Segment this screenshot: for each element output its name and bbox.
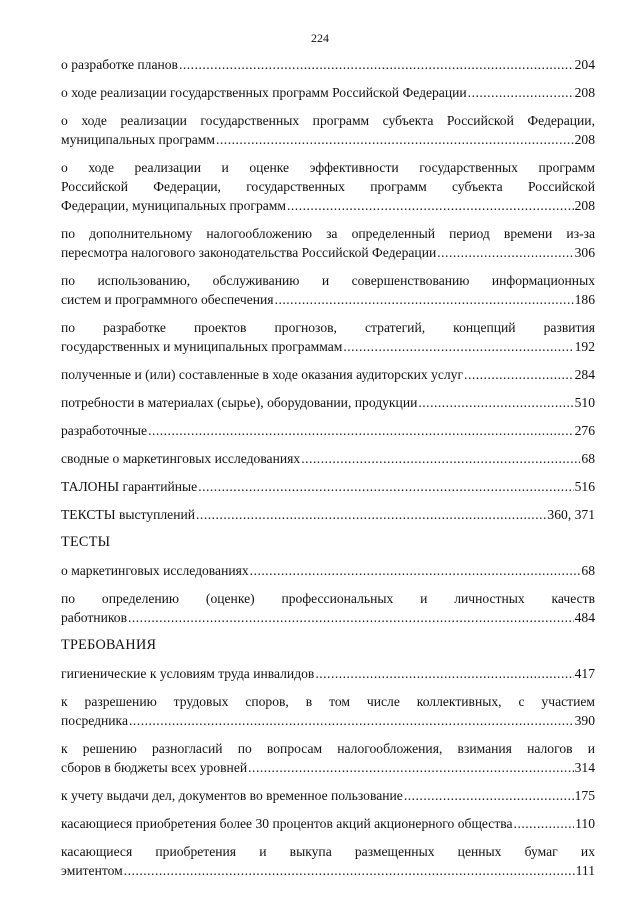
index-entry [61, 664, 595, 683]
entry-page-number: 516 [574, 479, 595, 494]
dot-leader [250, 561, 581, 580]
dot-leader [275, 290, 574, 309]
index-entry [61, 421, 595, 440]
entry-page-number: 186 [574, 292, 595, 307]
dot-leader [468, 83, 574, 102]
entry-text-line: Российской Федерации, государственных программ субъекта Российской [61, 179, 595, 194]
entry-last-line [61, 243, 595, 262]
index-entry [61, 55, 595, 74]
entry-last-line [61, 561, 595, 580]
entry-text: полученные и (или) составленные в ходе оказания аудиторских услуг [61, 367, 464, 382]
entry-last-line [61, 337, 595, 356]
entry-page-number: 306 [574, 245, 595, 260]
entry-last-line [61, 393, 595, 412]
entry-page-number: 110 [575, 816, 595, 831]
dot-leader [196, 505, 546, 524]
entry-last-line [61, 608, 595, 627]
entry-text-line: касающиеся приобретения и выкупа размещенных ценных бумаг их [61, 844, 595, 859]
entry-text: потребности в материалах (сырье), оборудовании, продукции [61, 395, 418, 410]
entry-last-line [61, 861, 595, 880]
entry-text-line: к разрешению трудовых споров, в том числе коллективных, с участием [61, 694, 595, 709]
entry-last-line [61, 55, 595, 74]
entry-text: муниципальных программ [61, 132, 215, 147]
index-entry [61, 814, 595, 833]
index-entry [61, 477, 595, 496]
index-entry [61, 158, 595, 215]
index-heading: ТЕСТЫ [61, 534, 111, 550]
index-entry [61, 561, 595, 580]
entry-page-number: 510 [574, 395, 595, 410]
index-entries [61, 55, 595, 889]
entry-page-number: 192 [574, 339, 595, 354]
index-entry [61, 271, 595, 309]
entry-last-line [61, 505, 595, 524]
entry-text: посредника [61, 713, 128, 728]
dot-leader [315, 664, 573, 683]
dot-leader [216, 130, 574, 149]
entry-last-line [61, 664, 595, 683]
index-entry [61, 393, 595, 412]
entry-page-number: 208 [574, 132, 595, 147]
entry-text: государственных и муниципальных программам [61, 339, 343, 354]
entry-text-line: к решению разногласий по вопросам налогообложения, взимания налогов и [61, 741, 595, 756]
entry-page-number: 68 [581, 563, 595, 578]
index-entry [61, 318, 595, 356]
entry-page-number: 484 [574, 610, 595, 625]
entry-text-line: по разработке проектов прогнозов, стратегий, концепций развития [61, 320, 595, 335]
index-entry [61, 842, 595, 880]
dot-leader [179, 55, 574, 74]
dot-leader [437, 243, 573, 262]
entry-last-line [61, 814, 595, 833]
entry-text: о маркетинговых исследованиях [61, 563, 249, 578]
entry-text-line: по дополнительному налогообложению за определенный период времени из-за [61, 226, 595, 241]
entry-page-number: 204 [574, 57, 595, 72]
entry-last-line [61, 130, 595, 149]
entry-text: сборов в бюджеты всех уровней [61, 760, 248, 775]
entry-text: к учету выдачи дел, документов во временное пользование [61, 788, 403, 803]
dot-leader [464, 365, 574, 384]
entry-last-line [61, 758, 595, 777]
entry-text: эмитентом [61, 863, 123, 878]
entry-last-line [61, 449, 595, 468]
index-entry [61, 589, 595, 627]
entry-text: Федерации, муниципальных программ [61, 198, 286, 213]
index-entry [61, 224, 595, 262]
entry-page-number: 68 [581, 451, 595, 466]
entry-last-line [61, 365, 595, 384]
dot-leader [301, 449, 580, 468]
entry-page-number: 417 [574, 666, 595, 681]
index-entry [61, 692, 595, 730]
dot-leader [129, 711, 574, 730]
dot-leader [287, 196, 574, 215]
entry-text: сводные о маркетинговых исследованиях [61, 451, 301, 466]
entry-last-line [61, 196, 595, 215]
entry-page-number: 314 [574, 760, 595, 775]
entry-text: разработочные [61, 423, 148, 438]
entry-text-line: о ходе реализации государственных программ субъекта Российской Федерации, [61, 113, 595, 128]
dot-leader [418, 393, 573, 412]
entry-page-number: 208 [574, 85, 595, 100]
entry-text-line: по использованию, обслуживанию и совершенствованию информационных [61, 273, 595, 288]
entry-last-line [61, 83, 595, 102]
entry-text-line: о ходе реализации и оценке эффективности государственных программ [61, 160, 595, 175]
entry-text-line: по определению (оценке) профессиональных и личностных качеств [61, 591, 595, 606]
entry-page-number: 284 [574, 367, 595, 382]
dot-leader [404, 786, 574, 805]
entry-last-line [61, 711, 595, 730]
entry-page-number: 175 [574, 788, 595, 803]
index-entry [61, 365, 595, 384]
entry-last-line [61, 290, 595, 309]
entry-last-line [61, 421, 595, 440]
entry-text: ТАЛОНЫ гарантийные [61, 479, 198, 494]
entry-text: гигиенические к условиям труда инвалидов [61, 666, 315, 681]
dot-leader [198, 477, 573, 496]
index-entry [61, 505, 595, 524]
dot-leader [124, 861, 575, 880]
dot-leader [148, 421, 574, 440]
entry-page-number: 208 [574, 198, 595, 213]
entry-text: о разработке планов [61, 57, 178, 72]
index-entry [61, 111, 595, 149]
entry-page-number: 360, 371 [547, 507, 595, 522]
dot-leader [514, 814, 575, 833]
dot-leader [248, 758, 573, 777]
index-entry [61, 449, 595, 468]
dot-leader [128, 608, 574, 627]
index-entry [61, 83, 595, 102]
index-entry [61, 739, 595, 777]
entry-text: о ходе реализации государственных программ Российской Федерации [61, 85, 467, 100]
entry-page-number: 276 [574, 423, 595, 438]
entry-text: работников [61, 610, 127, 625]
entry-text: пересмотра налогового законодательства Российской Федерации [61, 245, 437, 260]
dot-leader [343, 337, 573, 356]
entry-last-line [61, 477, 595, 496]
entry-text: касающиеся приобретения более 30 процентов акций акционерного общества [61, 816, 513, 831]
index-heading: ТРЕБОВАНИЯ [61, 637, 157, 653]
entry-last-line [61, 786, 595, 805]
page-number: 224 [311, 31, 329, 45]
index-entry [61, 786, 595, 805]
entry-text: ТЕКСТЫ выступлений [61, 507, 196, 522]
entry-page-number: 111 [575, 863, 595, 878]
entry-text: систем и программного обеспечения [61, 292, 274, 307]
entry-page-number: 390 [574, 713, 595, 728]
